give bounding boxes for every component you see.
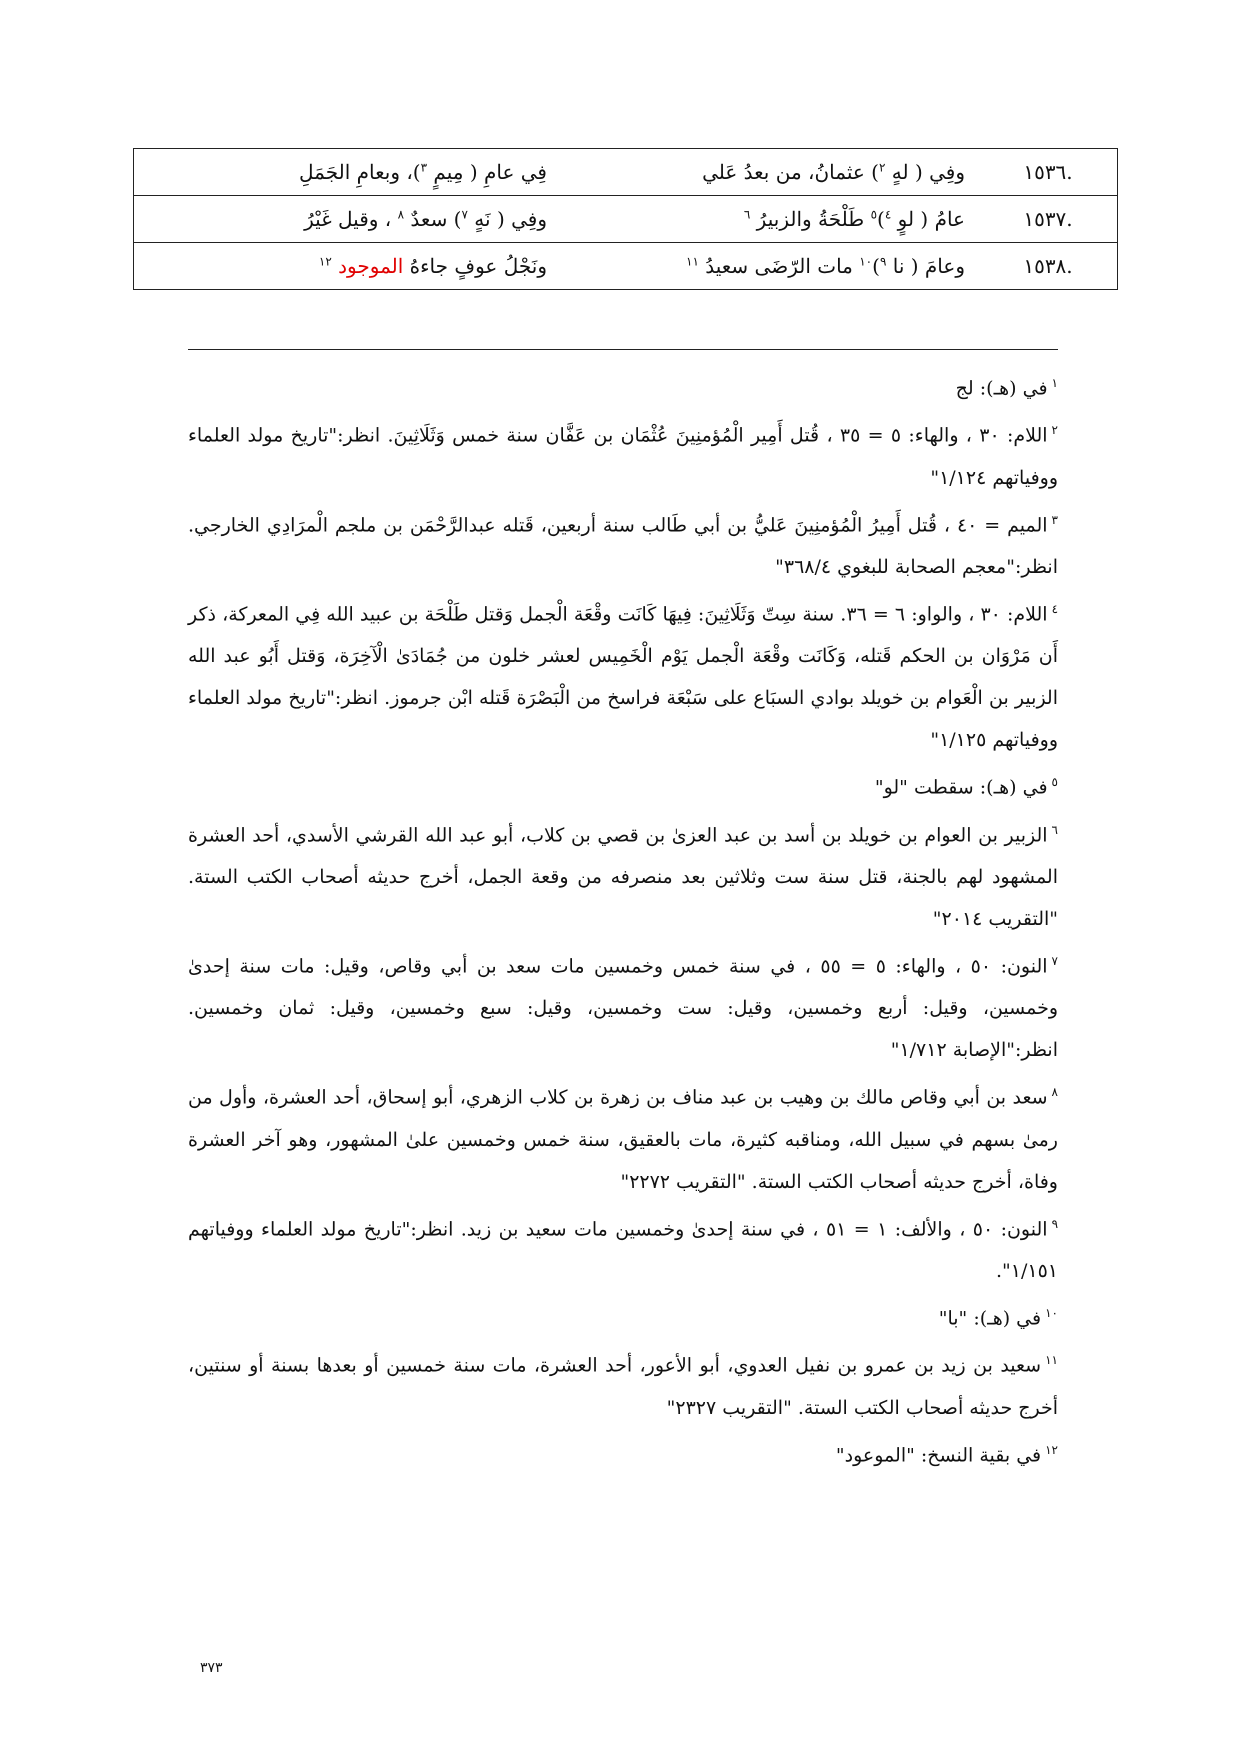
footnote: $^{١٠}$في (هـ): "با" bbox=[938, 1305, 1058, 1330]
verse-first-hemistich: وفِي ( لهٍ $^٢$) عثمانُ، من بعدُ عَلي bbox=[561, 149, 979, 196]
highlighted-word: الموجود bbox=[338, 254, 404, 278]
verse-second-hemistich: فِي عامِ ( مِيمٍ $^٣$)، وبعامِ الجَمَلِ bbox=[134, 149, 562, 196]
footnote: $^{١٢}$في بقية النسخ: "الموعود" bbox=[835, 1442, 1058, 1466]
verse-second-hemistich: ونَجْلُ عوفٍ جاءهُ الموجود $^{١٢}$ bbox=[134, 243, 562, 290]
verse-first-hemistich: عامُ ( لوٍ $^٤$)$^٥$ طَلْحَةُ والزبيرُ $^٦$ bbox=[561, 196, 979, 243]
verse-row bbox=[134, 196, 1118, 243]
footnote: $^{١١}$سعيد بن زيد بن عمرو بن نفيل العدوي، أبو الأعور، أحد العشرة، مات سنة خمسين أو بعدها بسنة أو سنتين، أخرج حديثه أصحاب الكتب الستة. "التقريب ٢٣٢٧" bbox=[188, 1353, 1058, 1419]
footnote: $^٤$اللام: ٣٠ ، والواو: ٦ = ٣٦. سنة سِتّ وَثَلَاثِينَ: فِيهَا كَانَت وقْعَة الْجمل وَقتل طَلْحَة بن عبيد الله فِي المعركة، ذكر أَن مَرْوَان بن الحكم قَتله، وَكَانَت وقْعَة الْجمل يَوْم الْخَمِيس لعشر خلون من جُمَادَىٰ الْآخِرَة، وَقتل أَبُو عبد الله الزبير بن الْعَوام بن خويلد بوادي السبَاع على سَبْعَة فراسخ من الْبَصْرَة قَتله ابْن جرموز. انظر:"تاريخ مولد العلماء ووفياتهم ١/١٢٥" bbox=[188, 601, 1059, 752]
footnote: $^٢$اللام: ٣٠ ، والهاء: ٥ = ٣٥ ، قُتل أَمِير الْمُؤمنِينَ عُثْمَان بن عَفَّان سنة خمس وَثَلَاثِينَ. انظر:"تاريخ مولد العلماء ووفياتهم ١/١٢٤" bbox=[188, 423, 1058, 489]
footnote: $^٥$في (هـ): سقطت "لو" bbox=[874, 775, 1058, 799]
verse-first-hemistich: وعامَ ( نا $^٩$)$^{١٠}$ مات الرّضَى سعيدُ $^{١١}$ bbox=[561, 243, 979, 290]
verse-row bbox=[134, 149, 1118, 196]
verse-row bbox=[134, 243, 1118, 290]
footnote: $^٩$النون: ٥٠ ، والألف: ١ = ٥١ ، في سنة إحدىٰ وخمسين مات سعيد بن زيد. انظر:"تاريخ مولد العلماء ووفياتهم ١/١٥١". bbox=[188, 1216, 1059, 1282]
verse-number: ١٥٣٦. bbox=[979, 149, 1118, 196]
footnote: $^٣$الميم = ٤٠ ، قُتل أَمِيرُ الْمُؤمنِينَ عَليُّ بن أبي طَالب سنة أربعين، قَتله عبدالرَّحْمَن بن ملجم الْمرَادِي الخارجي. انظر:"معجم الصحابة للبغوي ٣٦٨/٤" bbox=[188, 512, 1058, 578]
footnote: $^٧$النون: ٥٠ ، والهاء: ٥ = ٥٥ ، في سنة خمس وخمسين مات سعد بن أبي وقاص، وقيل: مات سنة إحدىٰ وخمسين، وقيل: أربع وخمسين، وقيل: ست وخمسين، وقيل: سبع وخمسين، وقيل: ثمان وخمسين. انظر:"الإصابة ١/٧١٢" bbox=[188, 953, 1058, 1062]
verses-table bbox=[133, 148, 1118, 290]
footnote-separator bbox=[188, 349, 1058, 350]
verse-second-hemistich: وفِي ( نَهٍ $^٧$) سعدٌ $^٨$ ، وقيل غَيْرُ bbox=[134, 196, 562, 243]
footnote: $^٦$الزبير بن العوام بن خويلد بن أسد بن عبد العزىٰ بن قصي بن كلاب، أبو عبد الله القرشي الأسدي، أحد العشرة المشهود لهم بالجنة، قتل سنة ست وثلاثين بعد منصرفه من وقعة الجمل، أخرج حديثه أصحاب الكتب الستة. "التقريب ٢٠١٤" bbox=[188, 822, 1058, 930]
footnote: $^١$في (هـ): لج bbox=[955, 376, 1058, 400]
verse-number: ١٥٣٨. bbox=[979, 243, 1118, 290]
verse-number: ١٥٣٧. bbox=[979, 196, 1118, 243]
footnotes bbox=[188, 362, 1058, 1476]
footnote: $^٨$سعد بن أبي وقاص مالك بن وهيب بن عبد مناف بن زهرة بن كلاب الزهري، أبو إسحاق، أحد العشرة، وأول من رمىٰ بسهم في سبيل الله، ومناقبه كثيرة، مات بالعقيق، سنة خمس وخمسين علىٰ المشهور، وهو آخر العشرة وفاة، أخرج حديثه أصحاب الكتب الستة. "التقريب ٢٢٧٢" bbox=[188, 1085, 1058, 1193]
page-number: ٣٧٣ bbox=[200, 1660, 223, 1676]
